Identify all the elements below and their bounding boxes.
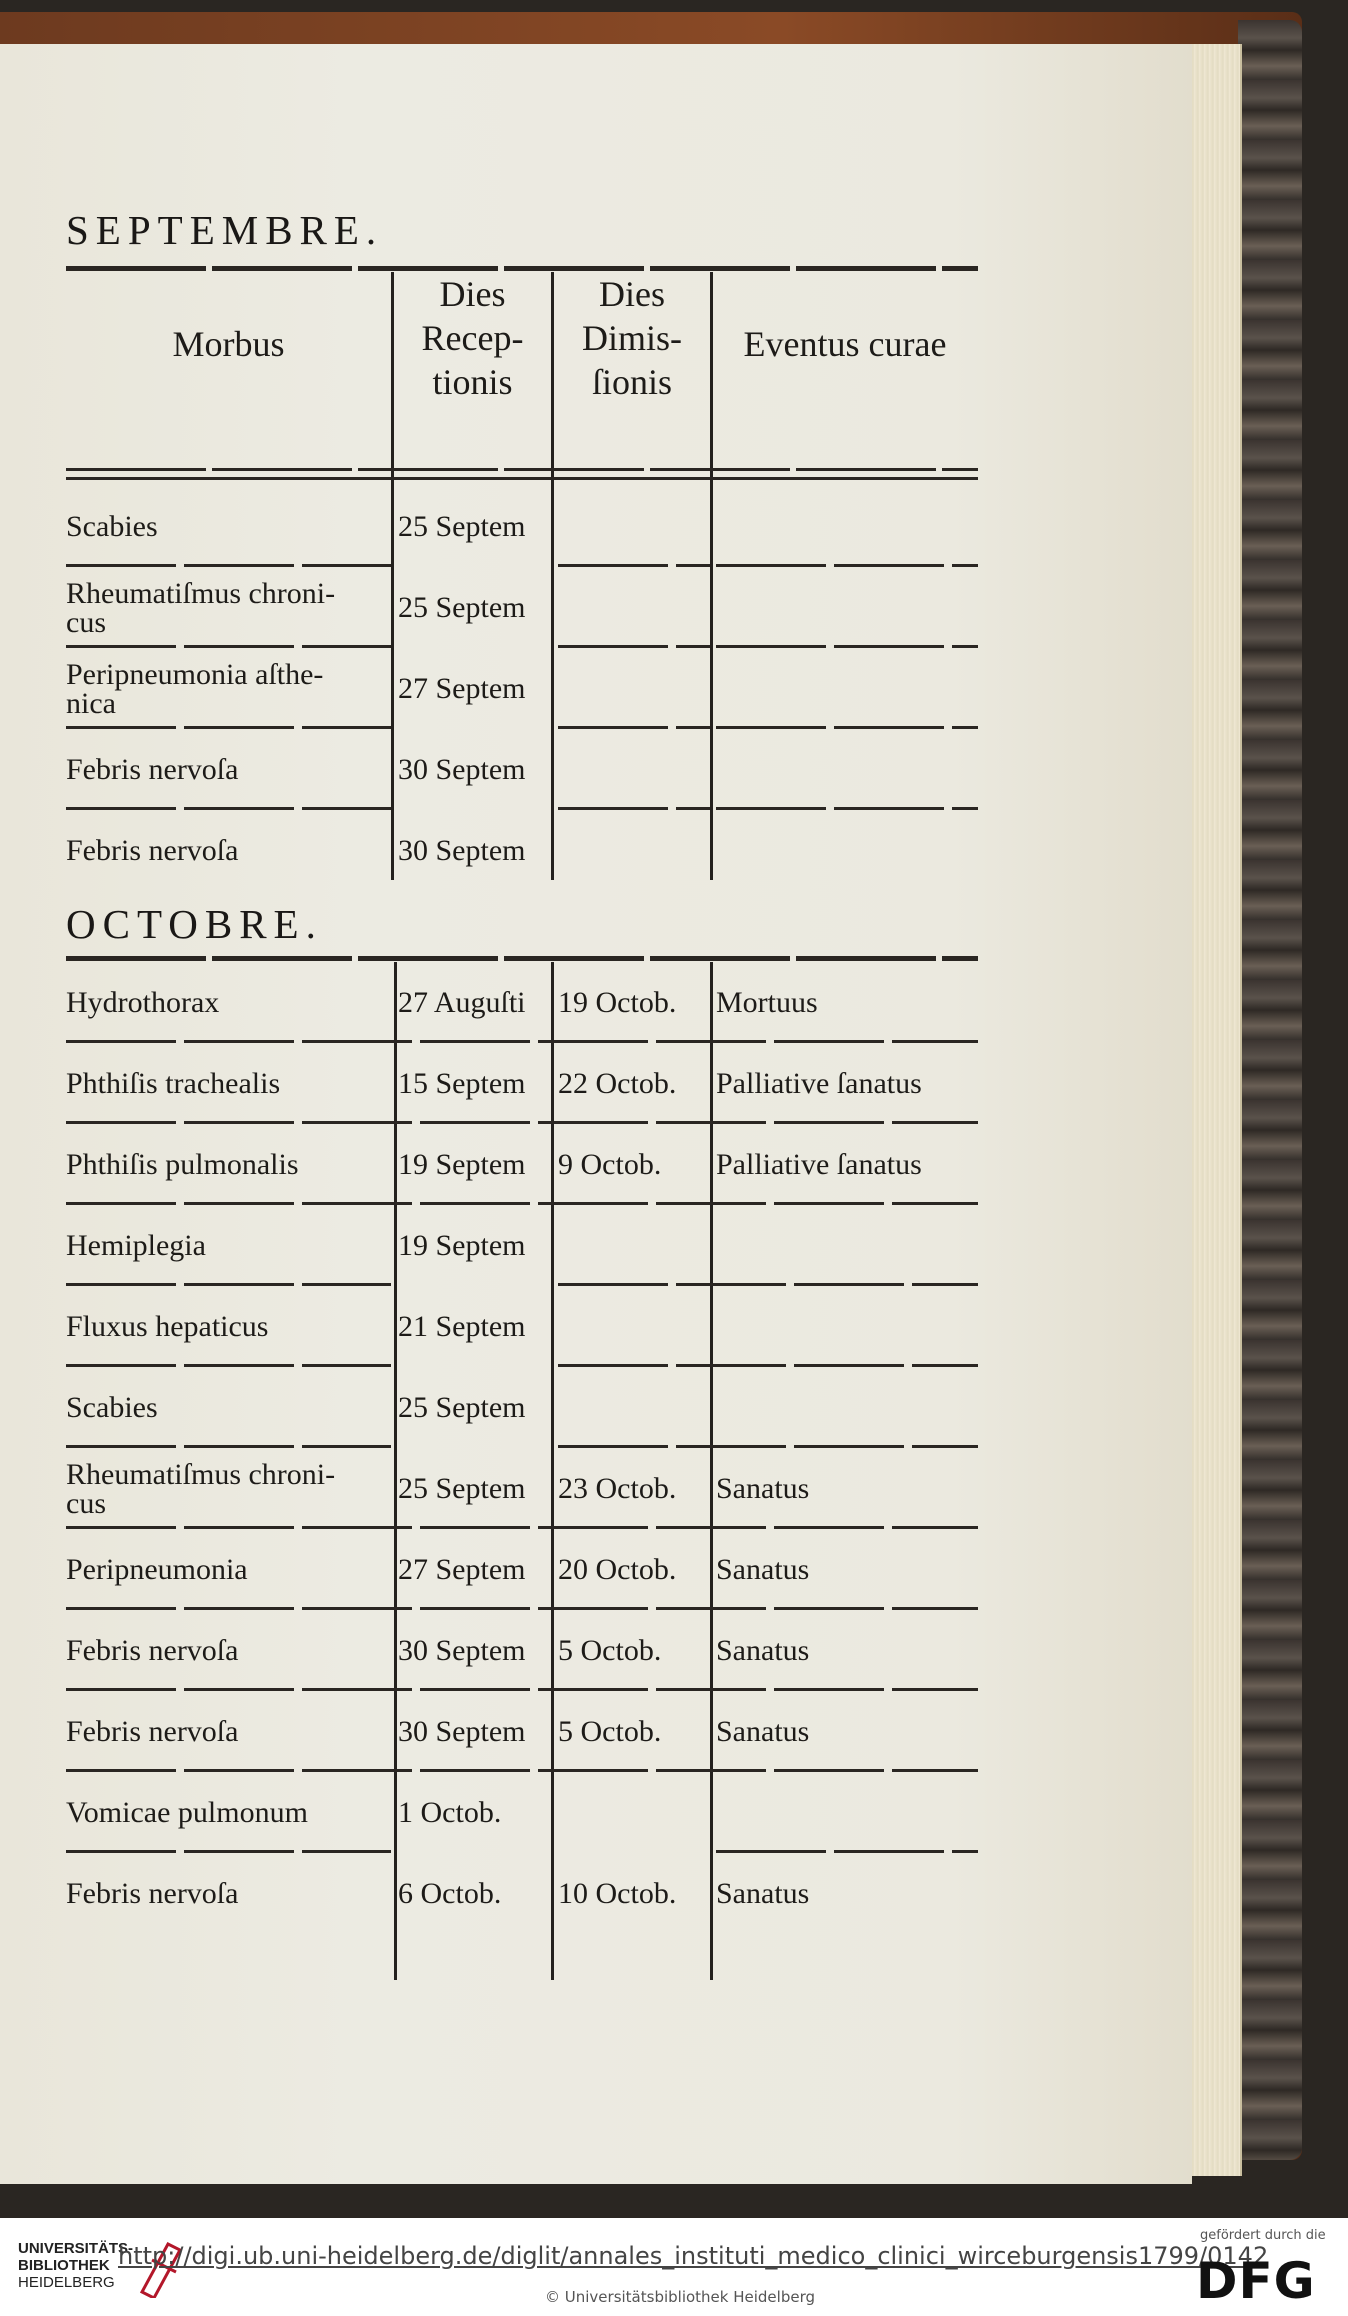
dimissionis-cell: 9 Octob. bbox=[558, 1148, 662, 1181]
table-row bbox=[66, 729, 978, 810]
dimissionis-cell bbox=[558, 729, 710, 810]
dimissionis-cell: 20 Octob. bbox=[558, 1553, 677, 1586]
header-double-rule bbox=[66, 468, 978, 471]
eventus-cell: Sanatus bbox=[716, 1634, 810, 1667]
dimissionis-cell bbox=[558, 486, 710, 567]
eventus-cell: Palliative ſanatus bbox=[716, 1067, 922, 1100]
header-dies-dimissionis: Dies Dimis- ſionis bbox=[581, 274, 682, 402]
table-row bbox=[66, 1772, 978, 1853]
library-name bbox=[18, 2240, 133, 2291]
table-row bbox=[66, 486, 978, 567]
receptionis-cell: 30 Septem bbox=[398, 1715, 526, 1748]
dimissionis-cell: 10 Octob. bbox=[558, 1877, 677, 1910]
receptionis-cell: 19 Septem bbox=[398, 1148, 526, 1181]
table-row bbox=[66, 1448, 978, 1529]
marbled-cover-edge bbox=[1238, 20, 1302, 2160]
receptionis-cell: 25 Septem bbox=[398, 1391, 526, 1424]
eventus-cell: Palliative ſanatus bbox=[716, 1148, 922, 1181]
top-rule bbox=[66, 956, 978, 961]
section-title-septembre: SEPTEMBRE. bbox=[66, 207, 384, 253]
table-row bbox=[66, 962, 978, 1043]
table-row bbox=[66, 1286, 978, 1367]
header-dies-receptionis: Dies Recep- tionis bbox=[421, 274, 524, 402]
morbus-cell: Scabies bbox=[66, 510, 158, 543]
receptionis-cell: 25 Septem bbox=[398, 1472, 526, 1505]
morbus-cell: Scabies bbox=[66, 1391, 158, 1424]
library-line-1: UNIVERSITÄTS- bbox=[18, 2240, 134, 2257]
header-morbus: Morbus bbox=[172, 324, 285, 364]
dimissionis-cell: 19 Octob. bbox=[558, 986, 677, 1019]
morbus-cell: Fluxus hepaticus bbox=[66, 1310, 269, 1343]
eventus-cell bbox=[716, 486, 978, 567]
library-line-2: BIBLIOTHEK bbox=[18, 2257, 110, 2274]
dfg-logo: DFG bbox=[1196, 2252, 1316, 2310]
morbus-cell: Febris nervoſa bbox=[66, 1715, 239, 1748]
table-row bbox=[66, 567, 978, 648]
eventus-cell bbox=[716, 1367, 978, 1448]
eventus-cell: Sanatus bbox=[716, 1472, 810, 1505]
eventus-cell bbox=[716, 1286, 978, 1367]
receptionis-cell: 25 Septem bbox=[398, 591, 526, 624]
eventus-cell bbox=[716, 567, 978, 648]
morbus-cell: Hemiplegia bbox=[66, 1229, 206, 1262]
digitization-footer bbox=[0, 2218, 1348, 2316]
morbus-cell: Hydrothorax bbox=[66, 986, 220, 1019]
morbus-cell: Rheumatiſmus chroni- cus bbox=[66, 576, 336, 639]
morbus-cell: Febris nervoſa bbox=[66, 1634, 239, 1667]
table-row bbox=[66, 1529, 978, 1610]
receptionis-cell: 27 Septem bbox=[398, 672, 526, 705]
eventus-cell bbox=[716, 729, 978, 810]
receptionis-cell: 21 Septem bbox=[398, 1310, 526, 1343]
receptionis-cell: 25 Septem bbox=[398, 510, 526, 543]
morbus-cell: Rheumatiſmus chroni- cus bbox=[66, 1457, 336, 1520]
dimissionis-cell bbox=[558, 567, 710, 648]
eventus-cell: Sanatus bbox=[716, 1715, 810, 1748]
table-row bbox=[66, 1691, 978, 1772]
morbus-cell: Febris nervoſa bbox=[66, 1877, 239, 1910]
table-row bbox=[66, 1205, 978, 1286]
morbus-cell: Febris nervoſa bbox=[66, 834, 239, 867]
header-eventus-curae: Eventus curae bbox=[743, 324, 947, 364]
table-row bbox=[66, 648, 978, 729]
morbus-cell: Phthiſis trachealis bbox=[66, 1067, 281, 1100]
dimissionis-cell: 5 Octob. bbox=[558, 1715, 662, 1748]
receptionis-cell: 30 Septem bbox=[398, 834, 526, 867]
eventus-cell: Sanatus bbox=[716, 1877, 810, 1910]
receptionis-cell: 27 Auguſti bbox=[398, 986, 526, 1019]
table-row bbox=[66, 1610, 978, 1691]
section-title-octobre: OCTOBRE. bbox=[66, 901, 323, 947]
eventus-cell bbox=[716, 648, 978, 729]
dimissionis-cell bbox=[558, 1205, 710, 1286]
top-rule bbox=[66, 266, 978, 271]
eventus-cell: Mortuus bbox=[716, 986, 818, 1019]
dimissionis-cell: 22 Octob. bbox=[558, 1067, 677, 1100]
table-row bbox=[66, 1853, 978, 1934]
eventus-cell: Sanatus bbox=[716, 1553, 810, 1586]
table-row bbox=[66, 1124, 978, 1205]
eventus-cell bbox=[716, 810, 978, 891]
receptionis-cell: 30 Septem bbox=[398, 753, 526, 786]
dimissionis-cell: 23 Octob. bbox=[558, 1472, 677, 1505]
table-row bbox=[66, 1367, 978, 1448]
table-row bbox=[66, 810, 978, 891]
eventus-cell bbox=[716, 1772, 978, 1853]
dimissionis-cell bbox=[558, 648, 710, 729]
dimissionis-cell bbox=[558, 1772, 710, 1853]
dimissionis-cell bbox=[558, 1367, 710, 1448]
receptionis-cell: 15 Septem bbox=[398, 1067, 526, 1100]
book-page bbox=[0, 44, 1192, 2184]
morbus-cell: Phthiſis pulmonalis bbox=[66, 1148, 299, 1181]
receptionis-cell: 30 Septem bbox=[398, 1634, 526, 1667]
receptionis-cell: 19 Septem bbox=[398, 1229, 526, 1262]
morbus-cell: Peripneumonia aſthe- nica bbox=[66, 657, 324, 720]
morbus-cell: Vomicae pulmonum bbox=[66, 1796, 308, 1829]
copyright-notice: © Universitätsbibliothek Heidelberg bbox=[545, 2288, 816, 2306]
permalink-url[interactable]: http://digi.ub.uni-heidelberg.de/diglit/annales_instituti_medico_clinici_wirceburgensis1799/0142 bbox=[118, 2242, 1269, 2270]
morbus-cell: Febris nervoſa bbox=[66, 753, 239, 786]
receptionis-cell: 1 Octob. bbox=[398, 1796, 502, 1829]
receptionis-cell: 27 Septem bbox=[398, 1553, 526, 1586]
dimissionis-cell: 5 Octob. bbox=[558, 1634, 662, 1667]
morbus-cell: Peripneumonia bbox=[66, 1553, 248, 1586]
library-line-3: HEIDELBERG bbox=[18, 2274, 115, 2291]
eventus-cell bbox=[716, 1205, 978, 1286]
funding-note: gefördert durch die bbox=[1200, 2228, 1326, 2243]
dimissionis-cell bbox=[558, 810, 710, 891]
receptionis-cell: 6 Octob. bbox=[398, 1877, 502, 1910]
dimissionis-cell bbox=[558, 1286, 710, 1367]
table-row bbox=[66, 1043, 978, 1124]
